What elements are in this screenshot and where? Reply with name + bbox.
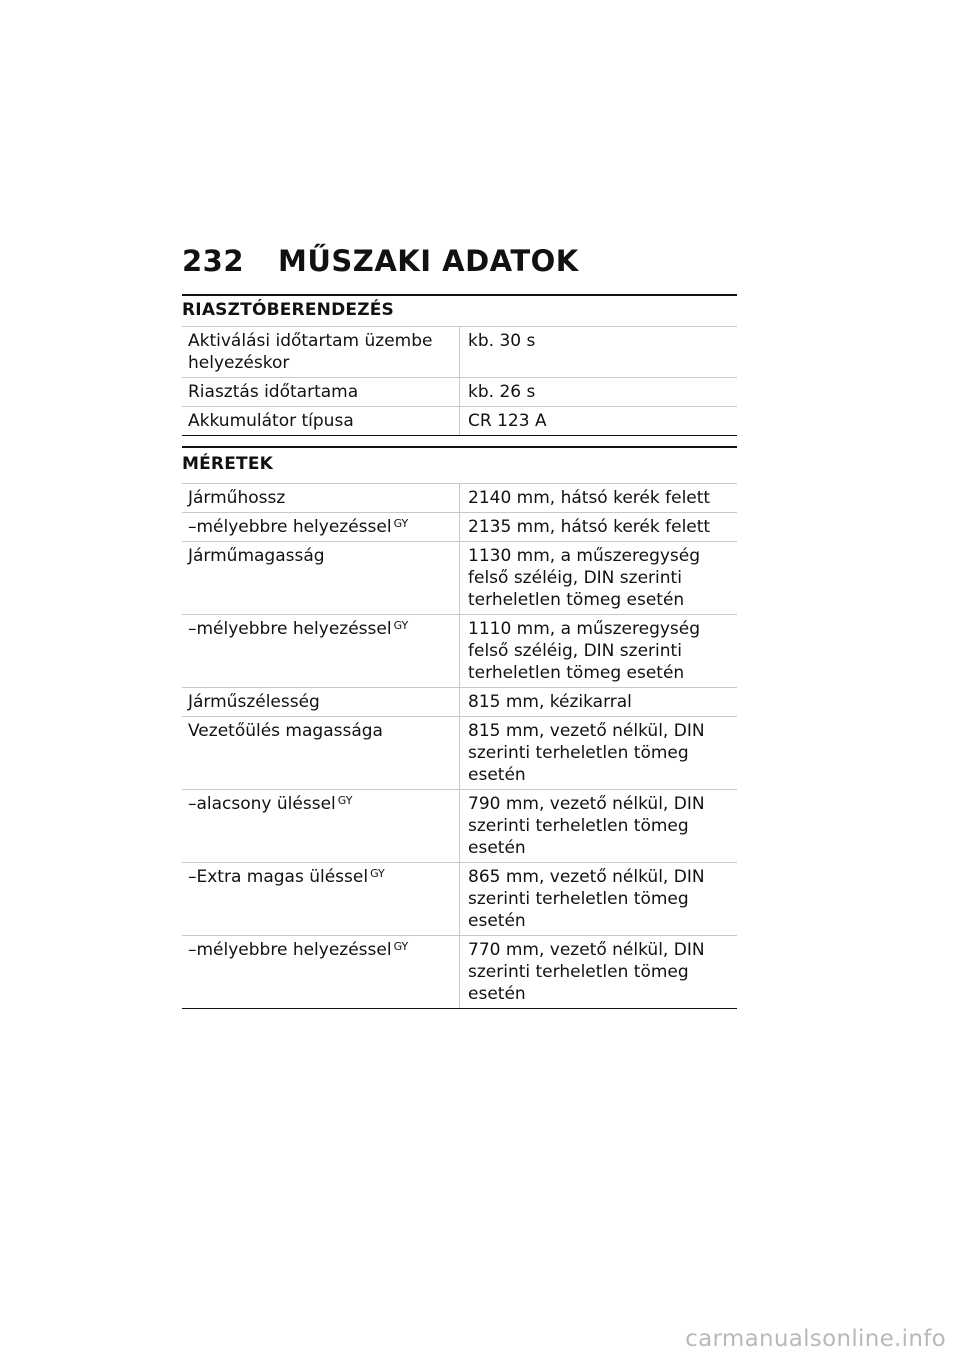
page-header (182, 244, 742, 278)
spec-label-cell (182, 378, 460, 407)
page-number: 232 (182, 244, 245, 278)
spec-value: 815 mm, kézikarral (460, 688, 738, 717)
spec-label: –alacsony üléssel (188, 794, 336, 814)
table-row (182, 484, 737, 513)
table-row (182, 863, 737, 936)
spec-label: Vezetőülés magassága (188, 721, 383, 741)
footnote-marker: GY (393, 619, 409, 632)
spec-label-cell (182, 688, 460, 717)
spec-label: Járműszélesség (188, 692, 320, 712)
spec-value: 2140 mm, hátsó kerék felett (460, 484, 738, 513)
table-row (182, 790, 737, 863)
spec-label-cell (182, 327, 460, 378)
spec-label: Aktiválási időtartam üzembe helyezéskor (188, 331, 433, 373)
table-row (182, 688, 737, 717)
footnote-marker: GY (370, 867, 385, 880)
spec-value: 865 mm, vezető nélkül, DIN szerinti terheletlen tömeg esetén (460, 863, 738, 936)
spec-label: Járműhossz (188, 488, 286, 508)
spec-label-cell (182, 863, 460, 936)
table-row (182, 327, 737, 378)
table-row (182, 717, 737, 790)
table-row (182, 378, 737, 407)
spec-value: 2135 mm, hátsó kerék felett (460, 513, 738, 542)
spec-value: CR 123 A (460, 407, 738, 436)
table-row (182, 936, 737, 1009)
spec-label: Riasztás időtartama (188, 382, 359, 402)
spec-label-cell (182, 542, 460, 615)
alarm-section (182, 294, 737, 436)
footnote-marker: GY (337, 794, 353, 807)
spec-value: 1130 mm, a műszeregység felső széléig, DIN szerinti terheletlen tömeg esetén (460, 542, 738, 615)
section-title: RIASZTÓBERENDEZÉS (182, 300, 394, 320)
section-title: MÉRETEK (182, 454, 274, 474)
spec-label: –mélyebbre helyezéssel (188, 940, 392, 960)
spec-value: kb. 30 s (460, 327, 738, 378)
spec-label: –Extra magas üléssel (188, 867, 369, 887)
spec-label-cell (182, 615, 460, 688)
spec-value: 1110 mm, a műszeregység felső széléig, DIN szerinti terheletlen tömeg esetén (460, 615, 738, 688)
table-row (182, 407, 737, 436)
spec-value: 790 mm, vezető nélkül, DIN szerinti terheletlen tömeg esetén (460, 790, 738, 863)
spec-value: 770 mm, vezető nélkül, DIN szerinti terheletlen tömeg esetén (460, 936, 738, 1009)
dimensions-table (182, 483, 737, 1009)
dimensions-section (182, 446, 737, 1009)
spec-label: –mélyebbre helyezéssel (188, 619, 392, 639)
spec-label: –mélyebbre helyezéssel (188, 517, 392, 537)
spec-label-cell (182, 936, 460, 1009)
table-row (182, 513, 737, 542)
table-row (182, 615, 737, 688)
spec-label-cell (182, 717, 460, 790)
spec-label: Akkumulátor típusa (188, 411, 354, 431)
spec-label: Járműmagasság (188, 546, 325, 566)
spec-label-cell (182, 484, 460, 513)
spec-label-cell (182, 790, 460, 863)
alarm-table (182, 326, 737, 436)
watermark: carmanualsonline.info (685, 1326, 946, 1352)
page-title: MŰSZAKI ADATOK (278, 244, 579, 278)
spec-value: kb. 26 s (460, 378, 738, 407)
spec-label-cell (182, 513, 460, 542)
table-row (182, 542, 737, 615)
footnote-marker: GY (393, 940, 409, 953)
spec-value: 815 mm, vezető nélkül, DIN szerinti terheletlen tömeg esetén (460, 717, 738, 790)
spec-label-cell (182, 407, 460, 436)
footnote-marker: GY (393, 517, 409, 530)
